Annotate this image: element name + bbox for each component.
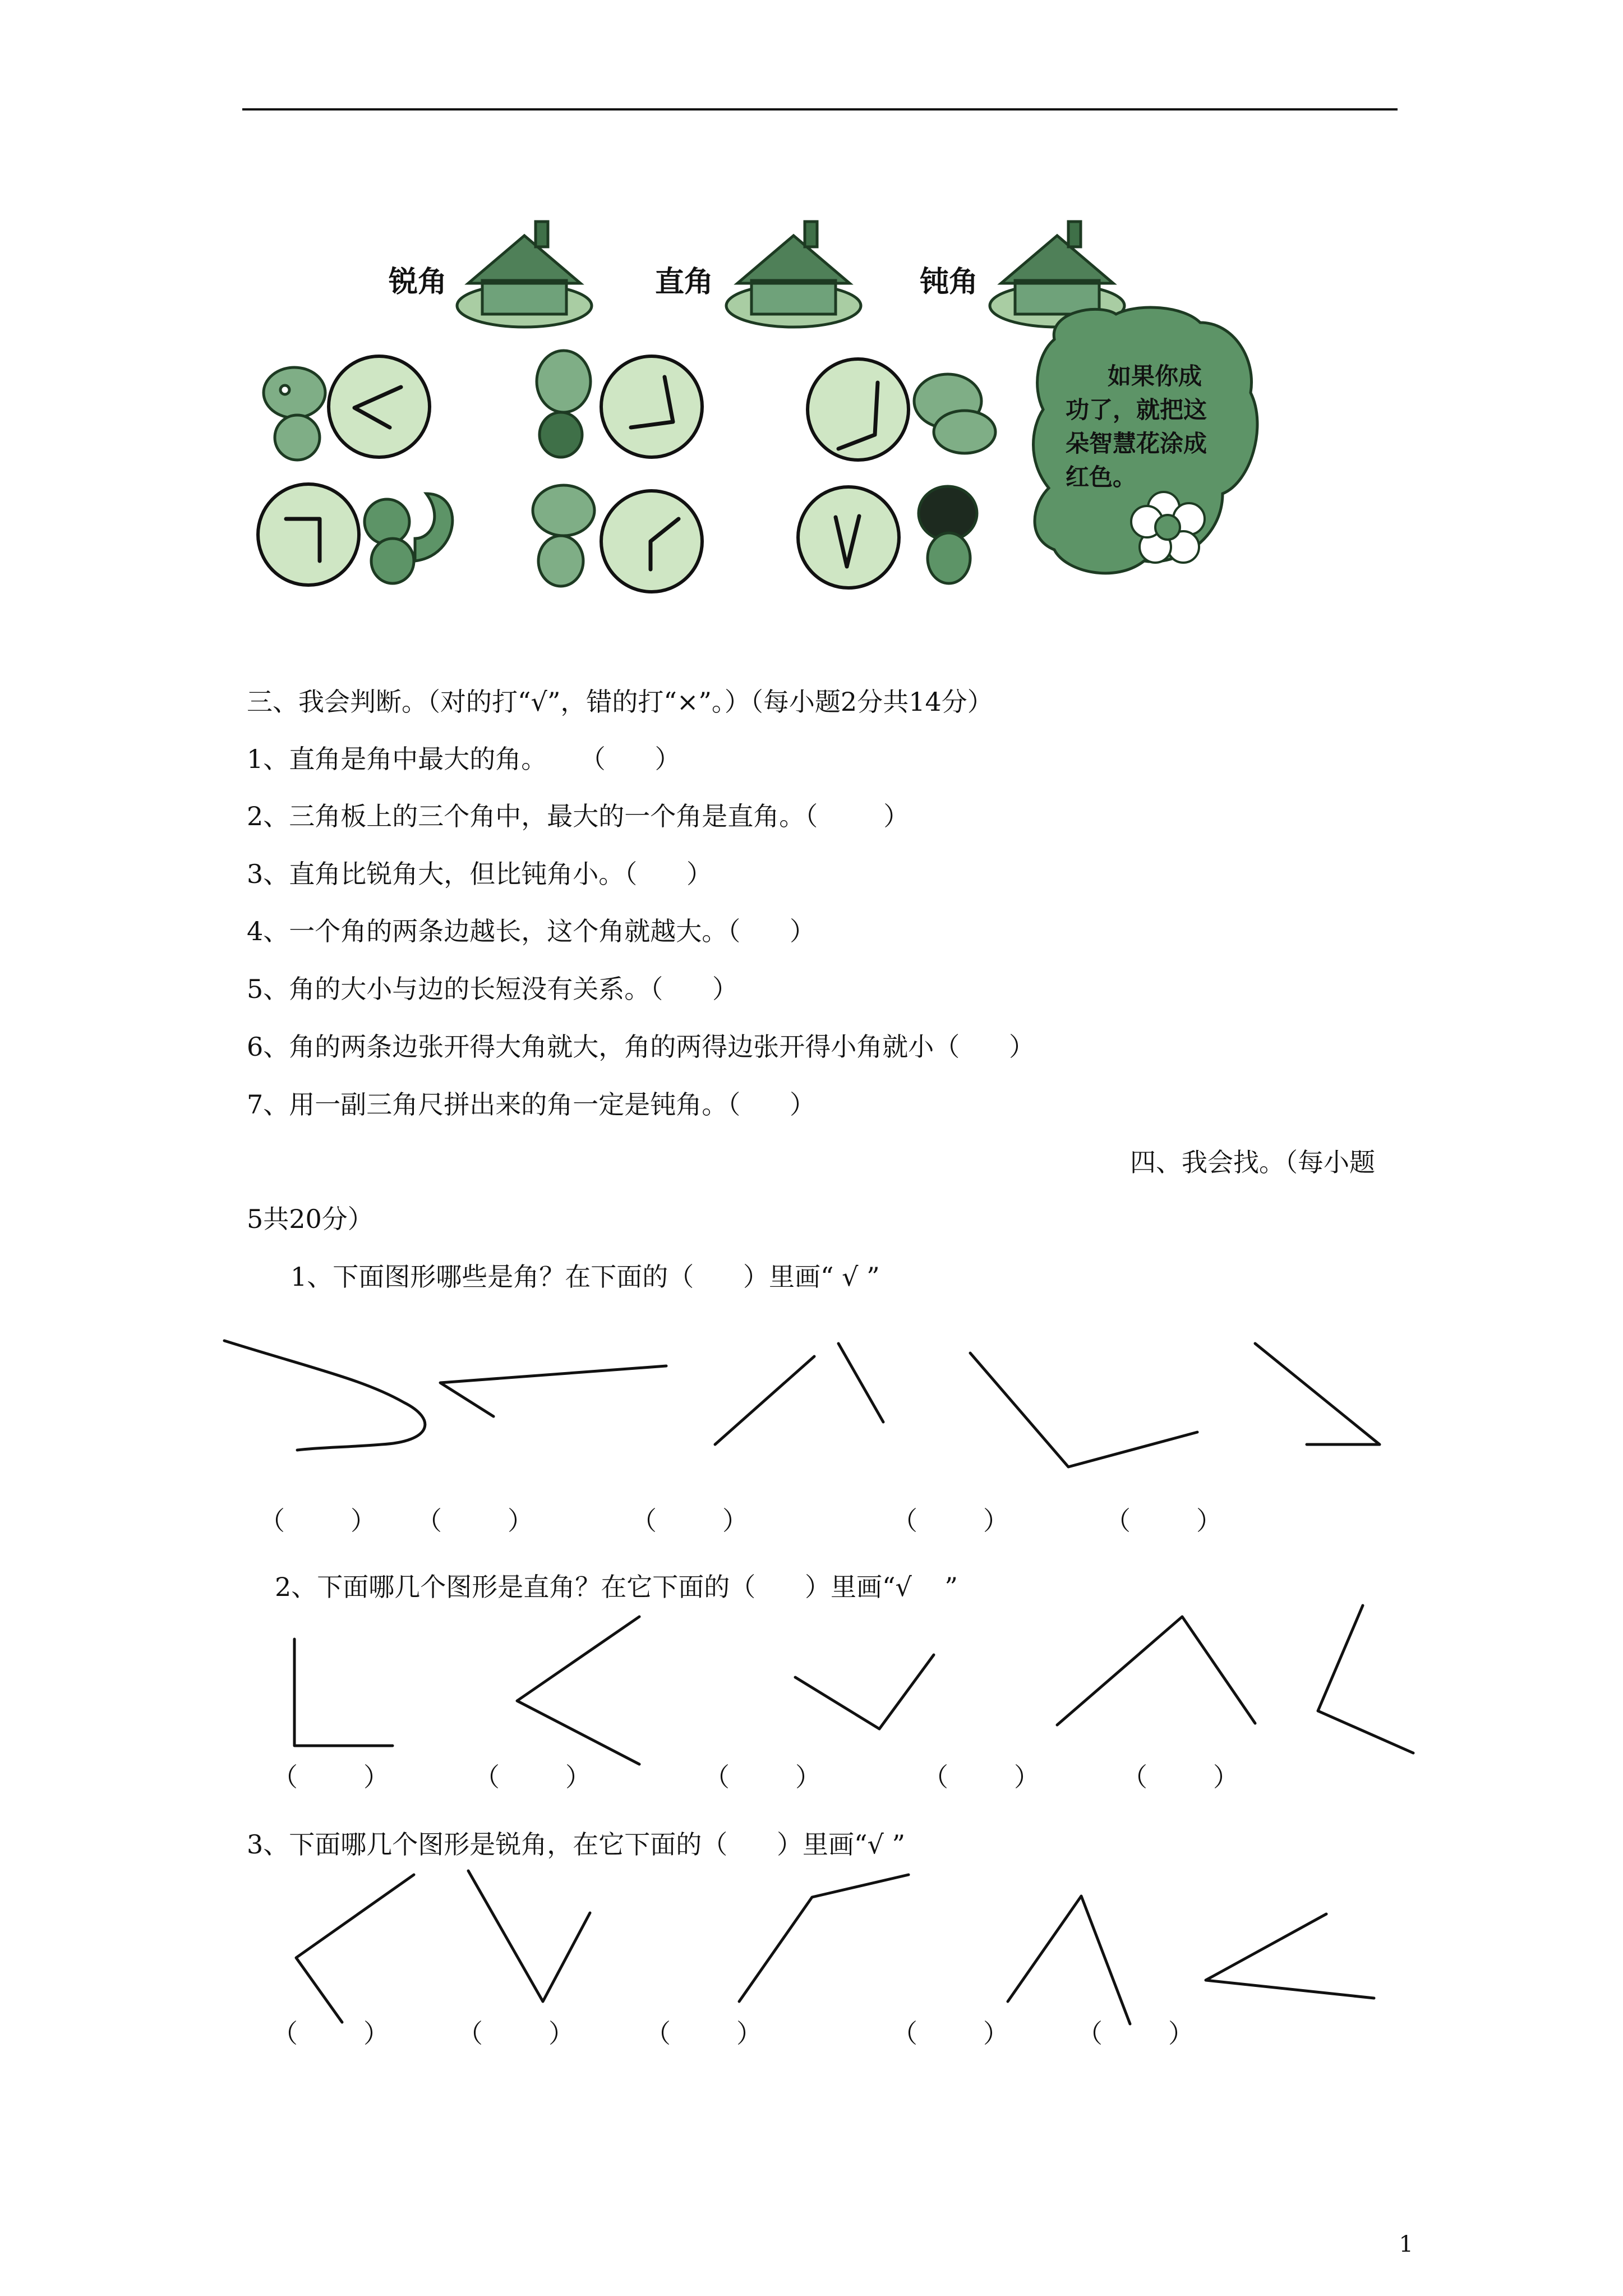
angle-circle [601, 356, 702, 457]
answer-paren[interactable]: （ ） [645, 2018, 762, 2049]
answer-paren[interactable]: （ ） [416, 1506, 533, 1536]
angle-circle [798, 487, 899, 588]
figure-angle [970, 1353, 1197, 1467]
dragon-icon [264, 367, 325, 460]
angle-circle [329, 356, 430, 457]
answer-paren[interactable]: （ ） [1105, 1506, 1222, 1536]
answer-paren[interactable]: （ ） [474, 1762, 591, 1792]
angle-circle [808, 359, 909, 460]
question-3: 3、下面哪几个图形是锐角，在它下面的（ ）里画“√ ” [247, 1829, 905, 1860]
duck-icon [537, 351, 591, 457]
figure-angle [1206, 1914, 1374, 1998]
answer-paren[interactable]: （ ） [272, 2018, 389, 2049]
figure-angle [468, 1871, 590, 2001]
figure-angle [1008, 1896, 1130, 2024]
judge-item: 1、直角是角中最大的角。 （ ） [247, 744, 681, 774]
judge-item: 3、直角比锐角大，但比钝角小。（ ） [247, 859, 712, 889]
label-acute-angle: 锐角 [389, 265, 448, 299]
house-icon [726, 222, 861, 327]
label-right-angle: 直角 [655, 265, 714, 299]
answer-paren[interactable]: （ ） [631, 1506, 748, 1536]
figure-open [440, 1366, 666, 1416]
illustration-graphic [0, 0, 1623, 617]
section4-heading-cont: 5共20分） [247, 1204, 374, 1234]
figure-angle [517, 1617, 639, 1764]
figure-angle [795, 1655, 934, 1729]
question-1: 1、下面图形哪些是角？在下面的（ ）里画“ √ ” [291, 1262, 880, 1292]
section3-heading: 三、我会判断。（对的打“√”，错的打“×”。）（每小题2分共14分） [247, 687, 993, 717]
answer-paren[interactable]: （ ） [704, 1762, 821, 1792]
figure-angle [294, 1639, 393, 1746]
figure-line [838, 1343, 883, 1422]
judge-item: 7、用一副三角尺拼出来的角一定是钝角。（ ） [247, 1089, 815, 1120]
answer-paren[interactable]: （ ） [1122, 1762, 1239, 1792]
figure-angle [739, 1875, 909, 2001]
figure-angle [1255, 1343, 1380, 1444]
label-obtuse-angle: 钝角 [920, 265, 979, 299]
figure-curve [224, 1341, 425, 1450]
question-2: 2、下面哪几个图形是直角？在它下面的（ ）里画“√ ” [275, 1572, 958, 1602]
figure-angle [296, 1875, 414, 2022]
bird-icon [914, 374, 995, 453]
cat-icon [533, 485, 594, 586]
house-icon [457, 222, 592, 327]
squirrel-icon [365, 494, 453, 583]
judge-item: 5、角的大小与边的长短没有关系。（ ） [247, 974, 738, 1004]
answer-paren[interactable]: （ ） [1077, 2018, 1194, 2049]
judge-item: 6、角的两条边张开得大角就大，角的两得边张开得小角就小（ ） [247, 1032, 1035, 1062]
page-number: 1 [1399, 2231, 1413, 2257]
answer-paren[interactable]: （ ） [457, 2018, 574, 2049]
judge-item: 2、三角板上的三个角中，最大的一个角是直角。（ ） [247, 801, 910, 831]
figure-angle [1318, 1605, 1413, 1753]
section4-heading: 四、我会找。（每小题 [1130, 1147, 1375, 1177]
bubble-line: 如果你成 [1108, 362, 1202, 390]
angle-circle [258, 484, 359, 585]
bubble-line: 朵智慧花涂成 [1066, 430, 1207, 457]
answer-paren[interactable]: （ ） [259, 1506, 376, 1536]
bubble-line: 功了，就把这 [1066, 396, 1207, 424]
bubble-line: 红色。 [1066, 463, 1137, 491]
answer-paren[interactable]: （ ） [923, 1762, 1040, 1792]
answer-paren[interactable]: （ ） [272, 1762, 389, 1792]
dog-icon [919, 486, 977, 583]
judge-item: 4、一个角的两条边越长，这个角就越大。（ ） [247, 916, 815, 946]
figure-line [715, 1356, 814, 1444]
answer-paren[interactable]: （ ） [892, 2018, 1009, 2049]
figure-angle [1057, 1617, 1255, 1725]
answer-paren[interactable]: （ ） [892, 1506, 1009, 1536]
